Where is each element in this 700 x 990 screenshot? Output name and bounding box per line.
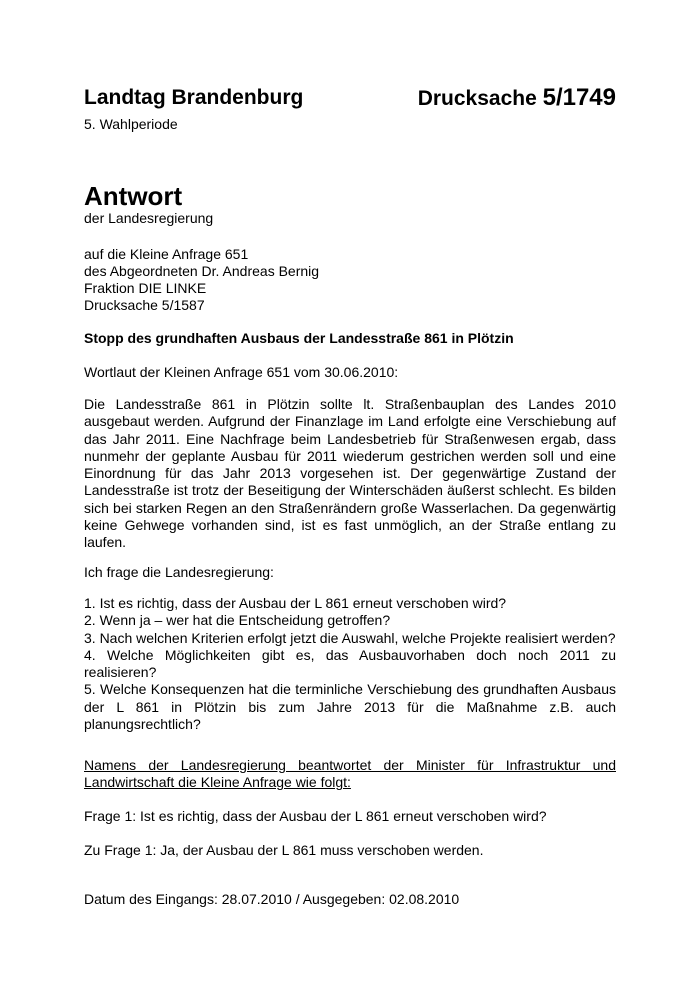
printed-matter-label: Drucksache: [417, 87, 543, 110]
reference-line: auf die Kleine Anfrage 651: [84, 246, 249, 262]
reference-line: Fraktion DIE LINKE: [84, 280, 207, 296]
receipt-issue-dates: Datum des Eingangs: 28.07.2010 / Ausgegeben: 02.08.2010: [84, 891, 460, 907]
inquiry-body-paragraph: Die Landesstraße 861 in Plötzin sollte lt. Straßenbauplan des Landes 2010 ausgebaut werden. Aufgrund der Finanzlage im Land erfolgte eine Verschiebung auf das Jahr 2011. Eine Nachfrage beim Landesbetrieb für Straßenwesen ergab, dass nunmehr der geplante Ausbau für 2011 wiederum gestrichen werden soll und eine Einordnung für das Jahr 2013 vorgesehen ist. Der gegenwärtige Zustand der Landesstraße ist trotz der Beseitigung der Winterschäden äußerst schlecht. Es bilden sich bei starken Regen an den Straßenrändern große Wasserlachen. Da gegenwärtig keine Gehwege vorhanden sind, ist es fast unmöglich, an der Straße entlang zu laufen.: [84, 396, 616, 551]
answer-1: Zu Frage 1: Ja, der Ausbau der L 861 muss verschoben werden.: [84, 842, 484, 858]
question-item: 5. Welche Konsequenzen hat die terminliche Verschiebung des grundhaften Ausbaus der L 861 in Plötzin bis zum Jahre 2013 für die Maßnahme z.B. auch planungsrechtlich?: [84, 681, 616, 733]
question-item: 1. Ist es richtig, dass der Ausbau der L 861 erneut verschoben wird?: [84, 595, 507, 611]
reference-line: des Abgeordneten Dr. Andreas Bernig: [84, 263, 320, 279]
question-item: 2. Wenn ja – wer hat die Entscheidung getroffen?: [84, 612, 391, 629]
question-1-restated: Frage 1: Ist es richtig, dass der Ausbau der L 861 erneut verschoben wird?: [84, 808, 547, 824]
legislative-period: 5. Wahlperiode: [84, 116, 178, 132]
document-header: [84, 86, 616, 118]
reference-line: Drucksache 5/1587: [84, 297, 205, 313]
question-intro: Ich frage die Landesregierung:: [84, 564, 274, 580]
question-item: 3. Nach welchen Kriterien erfolgt jetzt die Auswahl, welche Projekte realisiert werden?: [84, 629, 616, 646]
question-item: 4. Welche Möglichkeiten gibt es, das Ausbauvorhaben doch noch 2011 zu realisieren?: [84, 646, 616, 681]
inquiry-reference: [84, 246, 319, 314]
printed-matter-value: 5/1749: [542, 84, 616, 111]
inquiry-subject: Stopp des grundhaften Ausbaus der Landesstraße 861 in Plötzin: [84, 330, 514, 346]
parliament-name: Landtag Brandenburg: [84, 86, 304, 109]
printed-matter-number: [418, 84, 616, 112]
document-type-title: Antwort: [84, 181, 183, 211]
wording-intro: Wortlaut der Kleinen Anfrage 651 vom 30.06.2010:: [84, 364, 399, 380]
document-type-subtitle: der Landesregierung: [84, 210, 214, 226]
question-list: [84, 595, 616, 733]
answer-intro: Namens der Landesregierung beantwortet der Minister für Infrastruktur und Landwirtschaft die Kleine Anfrage wie folgt:: [84, 757, 616, 791]
